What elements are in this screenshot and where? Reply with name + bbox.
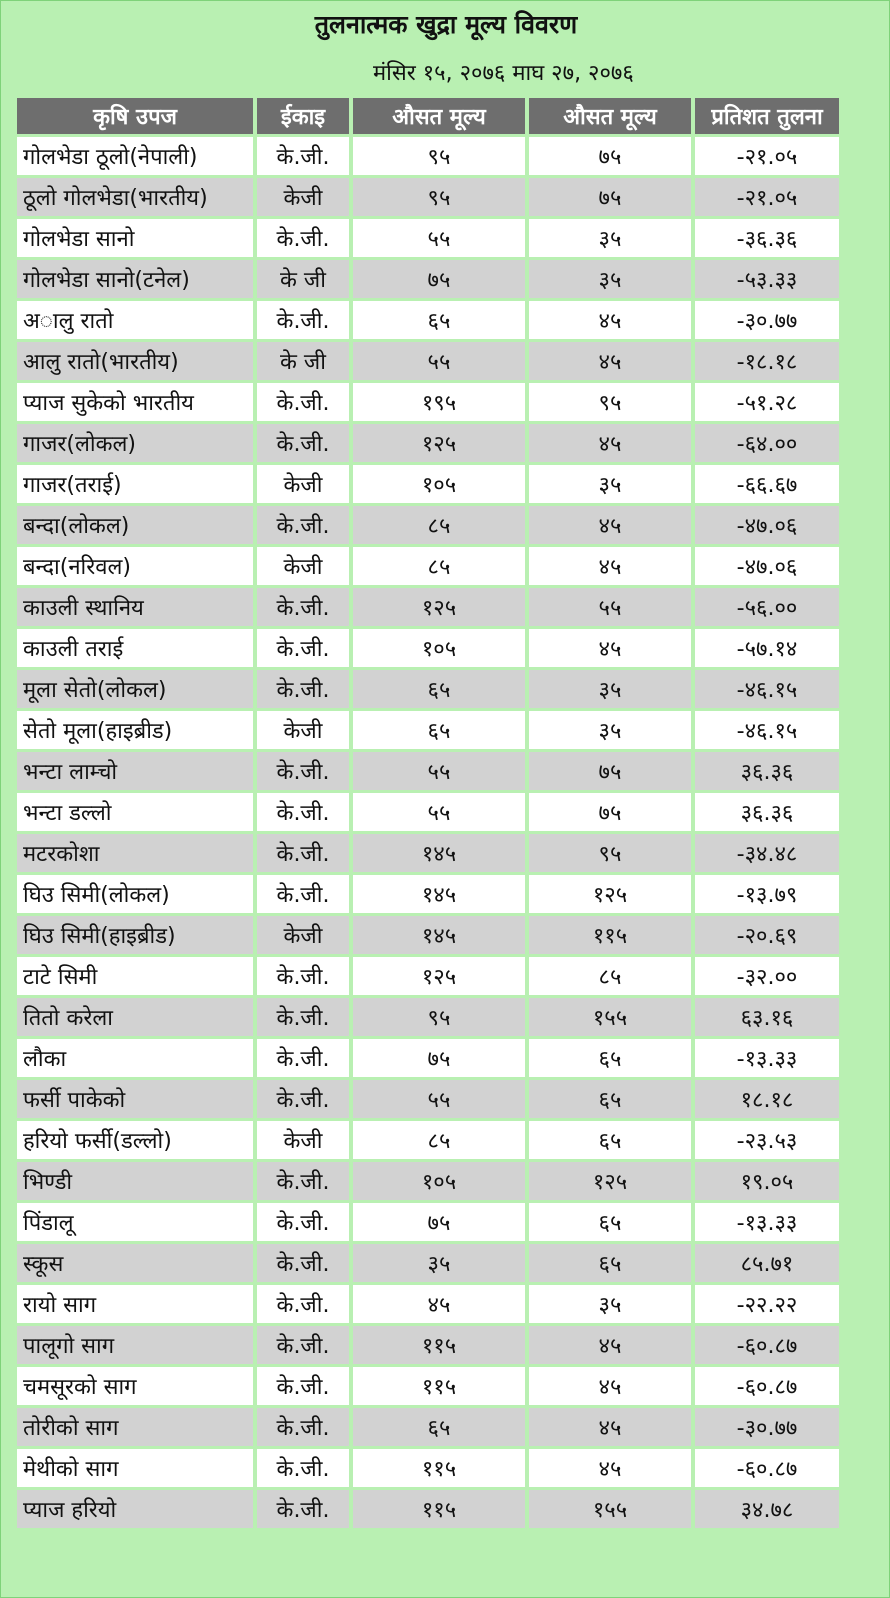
table-row: [17, 916, 839, 954]
produce-cell: पालूगो साग: [17, 1326, 253, 1364]
table-row: [17, 1326, 839, 1364]
avg-price-1-cell: १४५: [353, 834, 525, 872]
produce-cell: आलु रातो(भारतीय): [17, 342, 253, 380]
avg-price-2-cell: ६५: [529, 1121, 691, 1159]
percent-change-cell: -२२.२२: [695, 1285, 839, 1323]
produce-cell: प्याज हरियो: [17, 1490, 253, 1528]
percent-change-cell: -४७.०६: [695, 547, 839, 585]
percent-change-cell: -३६.३६: [695, 219, 839, 257]
unit-cell: के.जी.: [257, 1408, 349, 1446]
unit-cell: के.जी.: [257, 1039, 349, 1077]
avg-price-1-cell: ७५: [353, 1039, 525, 1077]
percent-change-cell: ८५.७१: [695, 1244, 839, 1282]
percent-change-cell: -२३.५३: [695, 1121, 839, 1159]
avg-price-1-cell: १२५: [353, 588, 525, 626]
avg-price-1-cell: ८५: [353, 506, 525, 544]
table-row: [17, 834, 839, 872]
unit-cell: के जी: [257, 342, 349, 380]
unit-cell: के.जी.: [257, 1367, 349, 1405]
avg-price-2-cell: ४५: [529, 424, 691, 462]
produce-cell: सेतो मूला(हाइब्रीड): [17, 711, 253, 749]
table-header-row: [17, 98, 839, 134]
avg-price-1-cell: १४५: [353, 875, 525, 913]
table-row: [17, 998, 839, 1036]
produce-cell: अालु रातो: [17, 301, 253, 339]
percent-change-cell: -६०.८७: [695, 1367, 839, 1405]
unit-cell: के.जी.: [257, 219, 349, 257]
percent-change-cell: ३६.३६: [695, 752, 839, 790]
table-row: [17, 752, 839, 790]
produce-cell: काउली स्थानिय: [17, 588, 253, 626]
unit-cell: के.जी.: [257, 834, 349, 872]
avg-price-1-cell: ११५: [353, 1449, 525, 1487]
avg-price-1-cell: ६५: [353, 301, 525, 339]
col-header-avg-price-1: औसत मूल्य: [353, 98, 525, 134]
avg-price-1-cell: ५५: [353, 1080, 525, 1118]
percent-change-cell: ३६.३६: [695, 793, 839, 831]
table-row: [17, 1162, 839, 1200]
produce-cell: लौका: [17, 1039, 253, 1077]
avg-price-2-cell: ६५: [529, 1039, 691, 1077]
avg-price-2-cell: ११५: [529, 916, 691, 954]
produce-cell: काउली तराई: [17, 629, 253, 667]
percent-change-cell: १९.०५: [695, 1162, 839, 1200]
table-row: [17, 260, 839, 298]
table-row: [17, 1490, 839, 1528]
produce-cell: मटरकोशा: [17, 834, 253, 872]
percent-change-cell: -५७.१४: [695, 629, 839, 667]
produce-cell: बन्दा(नरिवल): [17, 547, 253, 585]
unit-cell: के.जी.: [257, 752, 349, 790]
unit-cell: के.जी.: [257, 1326, 349, 1364]
percent-change-cell: -४६.१५: [695, 711, 839, 749]
unit-cell: के.जी.: [257, 957, 349, 995]
unit-cell: के.जी.: [257, 424, 349, 462]
produce-cell: भिण्डी: [17, 1162, 253, 1200]
percent-change-cell: ६३.१६: [695, 998, 839, 1036]
percent-change-cell: -६४.००: [695, 424, 839, 462]
col-header-percent-change: प्रतिशत तुलना: [695, 98, 839, 134]
avg-price-1-cell: ४५: [353, 1285, 525, 1323]
avg-price-2-cell: १५५: [529, 998, 691, 1036]
table-row: [17, 957, 839, 995]
percent-change-cell: -५३.३३: [695, 260, 839, 298]
table-row: [17, 219, 839, 257]
percent-change-cell: -३०.७७: [695, 1408, 839, 1446]
produce-cell: स्कूस: [17, 1244, 253, 1282]
avg-price-1-cell: ७५: [353, 260, 525, 298]
avg-price-2-cell: ७५: [529, 178, 691, 216]
unit-cell: के.जी.: [257, 793, 349, 831]
produce-cell: तितो करेला: [17, 998, 253, 1036]
avg-price-2-cell: ३५: [529, 465, 691, 503]
avg-price-1-cell: ६५: [353, 670, 525, 708]
table-row: [17, 547, 839, 585]
table-body: [17, 137, 839, 1528]
percent-change-cell: -४७.०६: [695, 506, 839, 544]
table-row: [17, 506, 839, 544]
table-row: [17, 588, 839, 626]
produce-cell: मूला सेतो(लोकल): [17, 670, 253, 708]
unit-cell: के.जी.: [257, 1490, 349, 1528]
avg-price-1-cell: १९५: [353, 383, 525, 421]
price-comparison-table: [13, 95, 843, 1531]
avg-price-1-cell: ५५: [353, 752, 525, 790]
unit-cell: केजी: [257, 547, 349, 585]
unit-cell: के जी: [257, 260, 349, 298]
avg-price-2-cell: १२५: [529, 1162, 691, 1200]
percent-change-cell: -६६.६७: [695, 465, 839, 503]
avg-price-2-cell: ३५: [529, 219, 691, 257]
table-row: [17, 670, 839, 708]
percent-change-cell: ३४.७८: [695, 1490, 839, 1528]
avg-price-1-cell: ८५: [353, 547, 525, 585]
produce-cell: गोलभेडा सानो: [17, 219, 253, 257]
table-row: [17, 178, 839, 216]
produce-cell: फर्सी पाकेको: [17, 1080, 253, 1118]
produce-cell: हरियो फर्सी(डल्लो): [17, 1121, 253, 1159]
percent-change-cell: -४६.१५: [695, 670, 839, 708]
unit-cell: के.जी.: [257, 1449, 349, 1487]
table-row: [17, 1449, 839, 1487]
avg-price-2-cell: ४५: [529, 1408, 691, 1446]
avg-price-1-cell: ९५: [353, 137, 525, 175]
avg-price-1-cell: ३५: [353, 1244, 525, 1282]
unit-cell: केजी: [257, 178, 349, 216]
produce-cell: गाजर(तराई): [17, 465, 253, 503]
avg-price-1-cell: ११५: [353, 1326, 525, 1364]
table-row: [17, 301, 839, 339]
avg-price-1-cell: ५५: [353, 342, 525, 380]
table-row: [17, 1121, 839, 1159]
unit-cell: के.जी.: [257, 137, 349, 175]
percent-change-cell: -१३.३३: [695, 1039, 839, 1077]
avg-price-1-cell: १२५: [353, 424, 525, 462]
percent-change-cell: -५१.२८: [695, 383, 839, 421]
unit-cell: के.जी.: [257, 1080, 349, 1118]
avg-price-2-cell: ७५: [529, 752, 691, 790]
avg-price-1-cell: ११५: [353, 1490, 525, 1528]
percent-change-cell: -३२.००: [695, 957, 839, 995]
col-header-avg-price-2: औसत मूल्य: [529, 98, 691, 134]
unit-cell: के.जी.: [257, 383, 349, 421]
percent-change-cell: १८.१८: [695, 1080, 839, 1118]
produce-cell: भन्टा लाम्चो: [17, 752, 253, 790]
produce-cell: घिउ सिमी(हाइब्रीड): [17, 916, 253, 954]
produce-cell: भन्टा डल्लो: [17, 793, 253, 831]
table-row: [17, 711, 839, 749]
produce-cell: रायो साग: [17, 1285, 253, 1323]
avg-price-2-cell: ४५: [529, 506, 691, 544]
avg-price-2-cell: ६५: [529, 1080, 691, 1118]
table-row: [17, 875, 839, 913]
percent-change-cell: -५६.००: [695, 588, 839, 626]
unit-cell: केजी: [257, 916, 349, 954]
percent-change-cell: -१८.१८: [695, 342, 839, 380]
percent-change-cell: -२०.६९: [695, 916, 839, 954]
table-row: [17, 424, 839, 462]
percent-change-cell: -१३.७९: [695, 875, 839, 913]
avg-price-1-cell: ६५: [353, 1408, 525, 1446]
produce-cell: मेथीको साग: [17, 1449, 253, 1487]
avg-price-1-cell: ११५: [353, 1367, 525, 1405]
unit-cell: के.जी.: [257, 506, 349, 544]
produce-cell: गोलभेडा सानो(टनेल): [17, 260, 253, 298]
avg-price-2-cell: ३५: [529, 711, 691, 749]
avg-price-2-cell: ५५: [529, 588, 691, 626]
avg-price-2-cell: ३५: [529, 260, 691, 298]
avg-price-2-cell: ४५: [529, 301, 691, 339]
unit-cell: के.जी.: [257, 1285, 349, 1323]
unit-cell: के.जी.: [257, 1244, 349, 1282]
avg-price-2-cell: १२५: [529, 875, 691, 913]
avg-price-1-cell: ८५: [353, 1121, 525, 1159]
avg-price-2-cell: ३५: [529, 670, 691, 708]
col-header-unit: ईकाइ: [257, 98, 349, 134]
table-row: [17, 629, 839, 667]
table-row: [17, 1039, 839, 1077]
produce-cell: प्याज सुकेको भारतीय: [17, 383, 253, 421]
avg-price-1-cell: ५५: [353, 219, 525, 257]
date-range: मंसिर १५, २०७६ माघ २७, २०७६: [373, 61, 634, 86]
avg-price-1-cell: १०५: [353, 629, 525, 667]
table-row: [17, 1408, 839, 1446]
produce-cell: गोलभेडा ठूलो(नेपाली): [17, 137, 253, 175]
unit-cell: के.जी.: [257, 670, 349, 708]
avg-price-2-cell: ९५: [529, 834, 691, 872]
table-row: [17, 1244, 839, 1282]
produce-cell: टाटे सिमी: [17, 957, 253, 995]
avg-price-2-cell: ९५: [529, 383, 691, 421]
avg-price-2-cell: ४५: [529, 1367, 691, 1405]
unit-cell: के.जी.: [257, 1203, 349, 1241]
table-row: [17, 1285, 839, 1323]
avg-price-1-cell: १०५: [353, 1162, 525, 1200]
produce-cell: पिंडालू: [17, 1203, 253, 1241]
avg-price-2-cell: ७५: [529, 793, 691, 831]
percent-change-cell: -३०.७७: [695, 301, 839, 339]
produce-cell: तोरीको साग: [17, 1408, 253, 1446]
table-row: [17, 793, 839, 831]
unit-cell: के.जी.: [257, 301, 349, 339]
avg-price-1-cell: ९५: [353, 998, 525, 1036]
unit-cell: केजी: [257, 465, 349, 503]
percent-change-cell: -६०.८७: [695, 1326, 839, 1364]
avg-price-2-cell: ४५: [529, 1449, 691, 1487]
unit-cell: के.जी.: [257, 629, 349, 667]
avg-price-1-cell: ९५: [353, 178, 525, 216]
page-title: तुलनात्मक खुद्रा मूल्य विवरण: [314, 10, 578, 39]
unit-cell: के.जी.: [257, 1162, 349, 1200]
unit-cell: के.जी.: [257, 998, 349, 1036]
avg-price-1-cell: १४५: [353, 916, 525, 954]
table-row: [17, 465, 839, 503]
avg-price-2-cell: ६५: [529, 1203, 691, 1241]
avg-price-2-cell: ३५: [529, 1285, 691, 1323]
unit-cell: केजी: [257, 711, 349, 749]
table-row: [17, 1203, 839, 1241]
table-row: [17, 383, 839, 421]
table-row: [17, 137, 839, 175]
unit-cell: के.जी.: [257, 588, 349, 626]
table-row: [17, 1367, 839, 1405]
avg-price-1-cell: ६५: [353, 711, 525, 749]
avg-price-1-cell: १०५: [353, 465, 525, 503]
percent-change-cell: -६०.८७: [695, 1449, 839, 1487]
avg-price-2-cell: ४५: [529, 547, 691, 585]
avg-price-2-cell: ७५: [529, 137, 691, 175]
percent-change-cell: -१३.३३: [695, 1203, 839, 1241]
produce-cell: ठूलो गोलभेडा(भारतीय): [17, 178, 253, 216]
avg-price-2-cell: ६५: [529, 1244, 691, 1282]
table-row: [17, 342, 839, 380]
produce-cell: चमसूरको साग: [17, 1367, 253, 1405]
table-row: [17, 1080, 839, 1118]
produce-cell: घिउ सिमी(लोकल): [17, 875, 253, 913]
avg-price-2-cell: ४५: [529, 1326, 691, 1364]
produce-cell: बन्दा(लोकल): [17, 506, 253, 544]
avg-price-1-cell: ७५: [353, 1203, 525, 1241]
col-header-produce: कृषि उपज: [17, 98, 253, 134]
avg-price-2-cell: ४५: [529, 342, 691, 380]
unit-cell: के.जी.: [257, 875, 349, 913]
unit-cell: केजी: [257, 1121, 349, 1159]
avg-price-2-cell: ४५: [529, 629, 691, 667]
avg-price-2-cell: ८५: [529, 957, 691, 995]
percent-change-cell: -२१.०५: [695, 137, 839, 175]
percent-change-cell: -२१.०५: [695, 178, 839, 216]
avg-price-1-cell: ५५: [353, 793, 525, 831]
avg-price-1-cell: १२५: [353, 957, 525, 995]
avg-price-2-cell: १५५: [529, 1490, 691, 1528]
produce-cell: गाजर(लोकल): [17, 424, 253, 462]
percent-change-cell: -३४.४८: [695, 834, 839, 872]
